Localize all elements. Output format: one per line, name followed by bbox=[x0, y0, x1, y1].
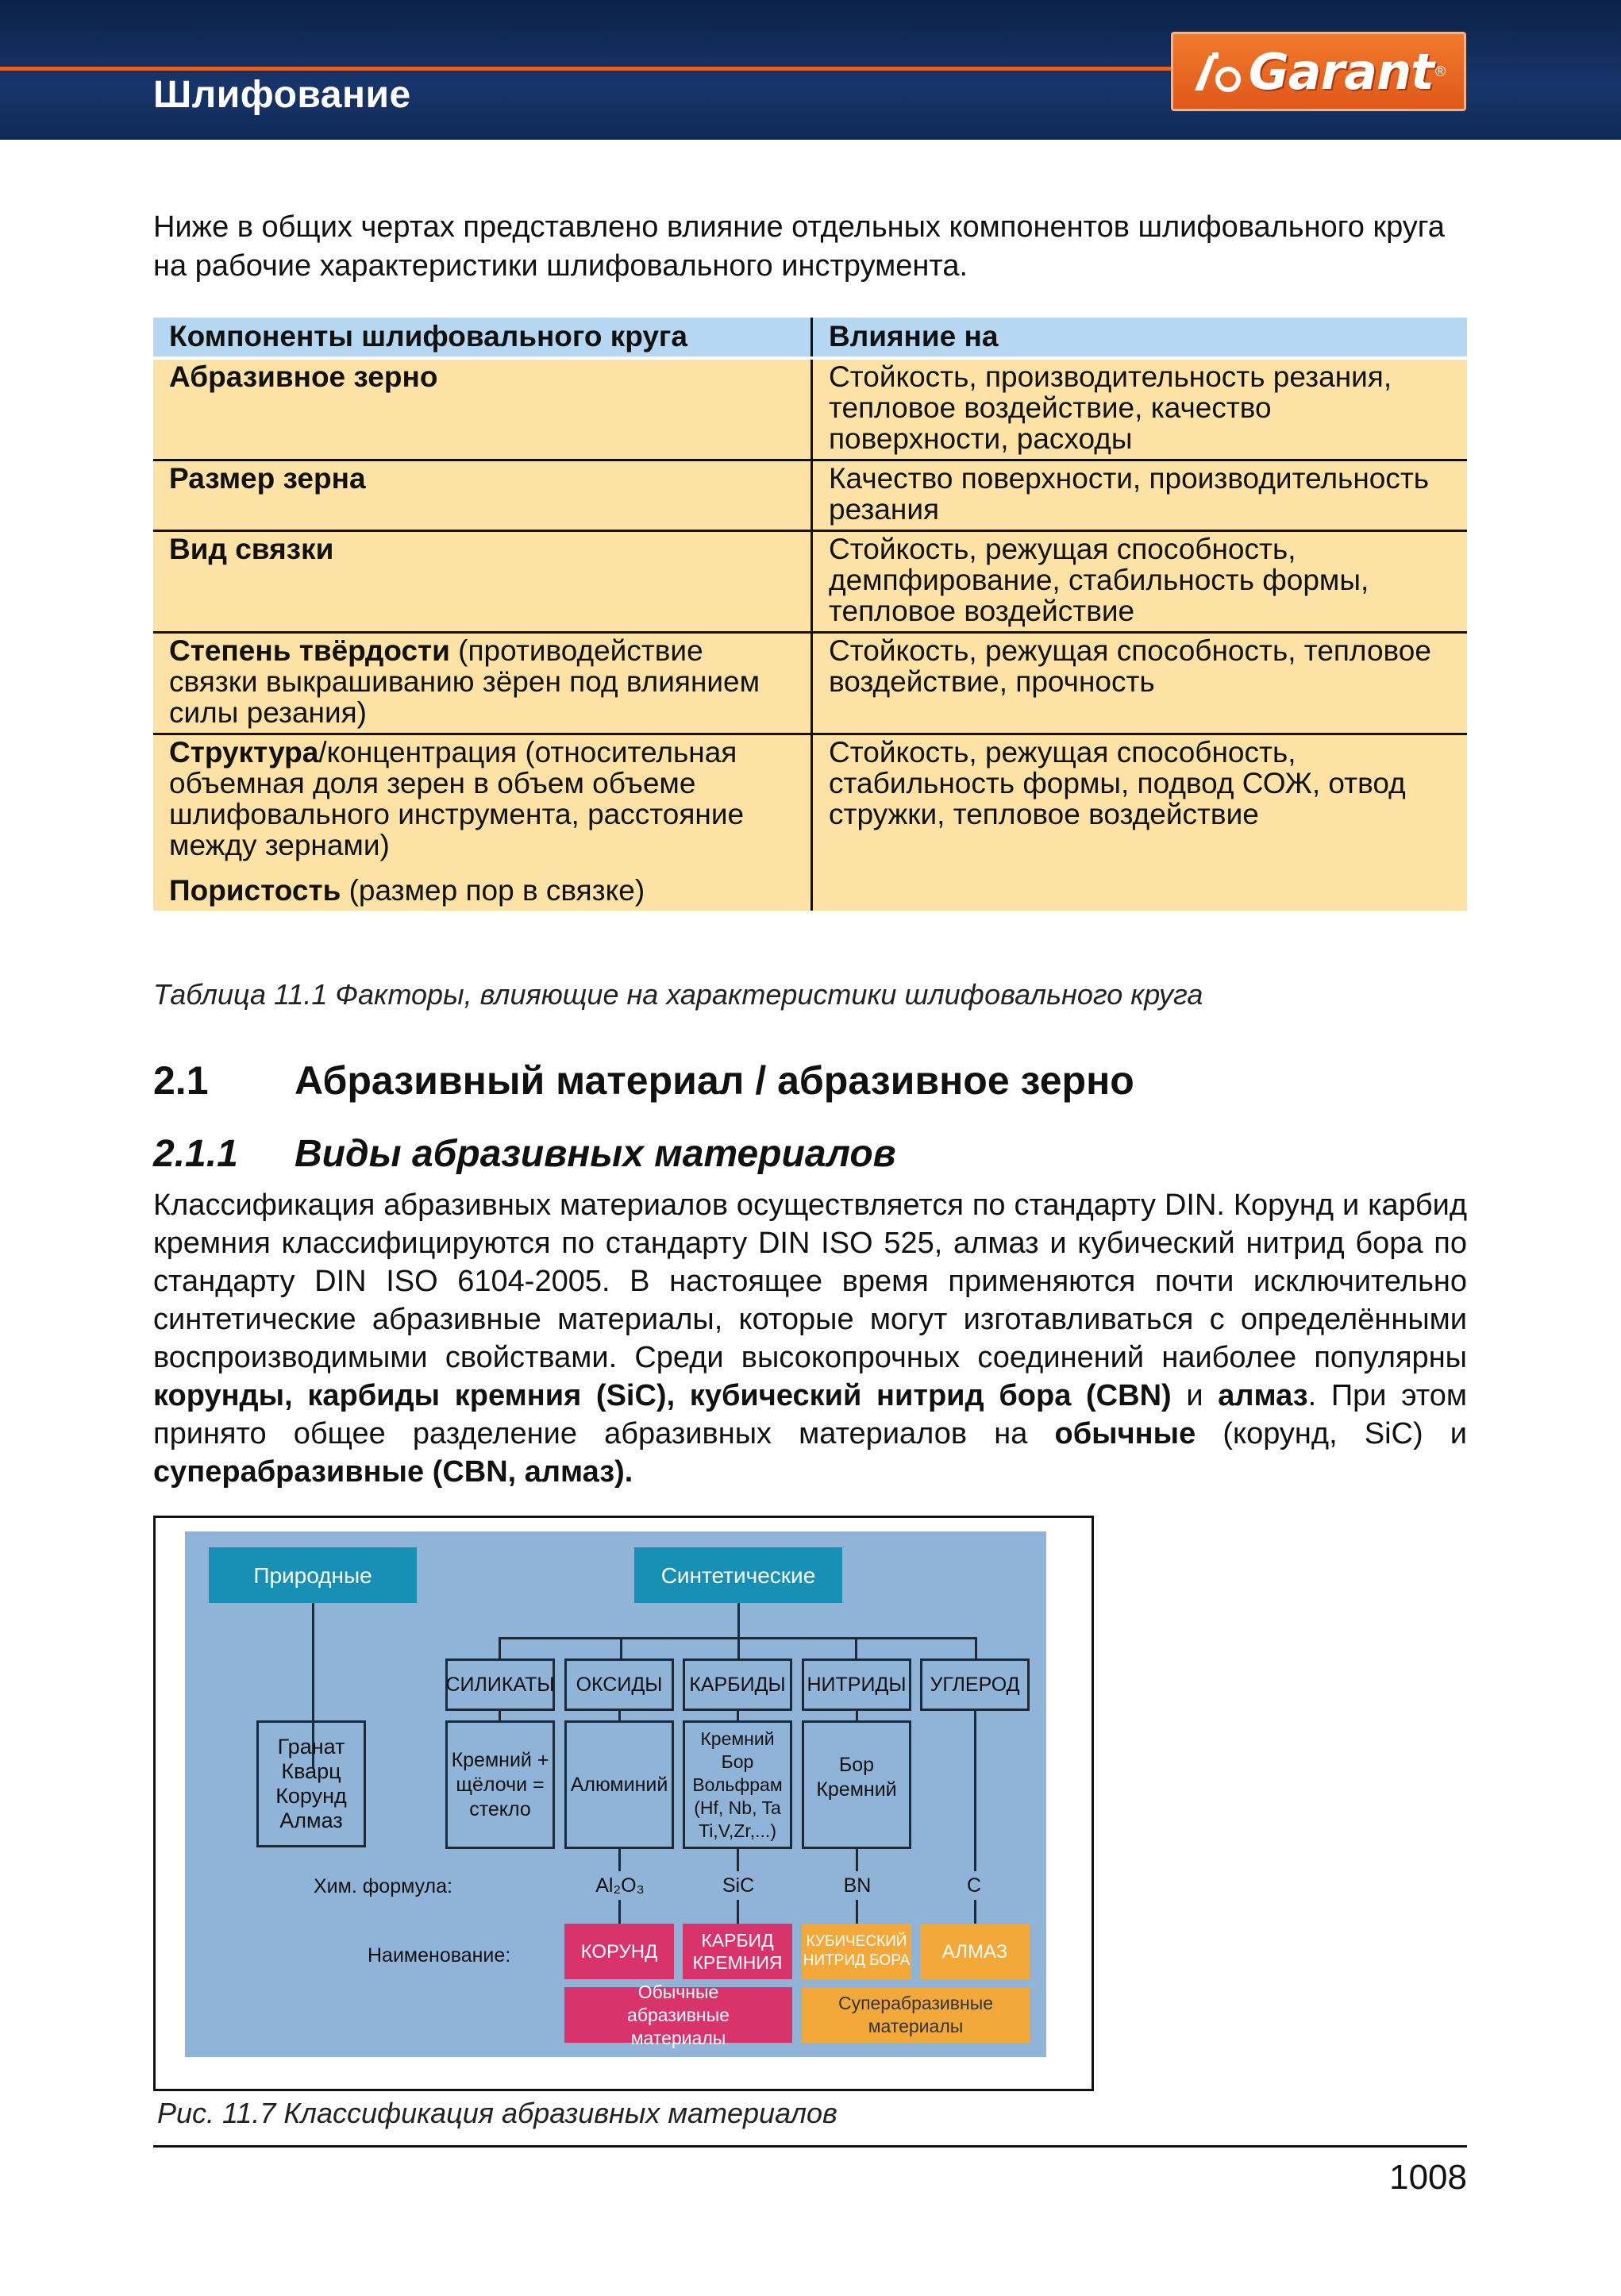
table-row bbox=[153, 460, 1467, 531]
table-caption: Таблица 11.1 Факторы, влияющие на характеристики шлифовального круга bbox=[153, 978, 1203, 1011]
table-header-effect: Влияние на bbox=[812, 318, 1468, 358]
footer-rule bbox=[153, 2145, 1467, 2148]
category-carbides: КАРБИДЫ bbox=[683, 1658, 792, 1711]
group-conventional: Обычные абразивные материалы bbox=[564, 1987, 792, 2043]
table-row bbox=[153, 633, 1467, 734]
subsection-heading: 2.1.1 Виды абразивных материалов bbox=[153, 1133, 896, 1175]
nitrides-desc-box: Бор Кремний bbox=[802, 1720, 911, 1849]
connector-line bbox=[975, 1637, 977, 1661]
connector-line bbox=[974, 1711, 976, 1955]
connector-line bbox=[618, 1711, 621, 1720]
table-cell-component: Абразивное зерно bbox=[153, 358, 812, 460]
table-cell-component: Вид связки bbox=[153, 531, 812, 633]
figure-caption: Рис. 11.7 Классификация абразивных материалов bbox=[157, 2097, 837, 2129]
intro-paragraph: Ниже в общих чертах представлено влияние отдельных компонентов шлифовального круга на рабочие характеристики шлифовального инструмента. bbox=[153, 210, 1445, 283]
table-cell-component: Степень твёрдости (противодействие связки выкрашиванию зёрен под влиянием силы резания) bbox=[153, 633, 812, 734]
table-cell-effect: Качество поверхности, производительность резания bbox=[812, 460, 1468, 531]
table-header-row bbox=[153, 318, 1467, 358]
connector-line bbox=[737, 1603, 740, 1639]
page-number: 1008 bbox=[1389, 2158, 1467, 2197]
category-carbon: УГЛЕРОД bbox=[920, 1658, 1030, 1711]
name-cubic-boron-nitride: КУБИЧЕСКИЙ НИТРИД БОРА bbox=[802, 1924, 911, 1979]
category-silicates: СИЛИКАТЫ bbox=[445, 1658, 555, 1711]
section-heading: 2.1 Абразивный материал / абразивное зерно bbox=[153, 1058, 1134, 1103]
logo-text: Garant bbox=[1248, 42, 1434, 101]
formula-label: Хим. формула: bbox=[314, 1875, 452, 1897]
table-cell-effect: Стойкость, режущая способность, стабильность формы, подвод СОЖ, отвод стружки, тепловое воздействие bbox=[812, 734, 1468, 911]
body-paragraph: Классификация абразивных материалов осуществляется по стандарту DIN. Корунд и карбид кремния классифицируются по стандарту DIN ISO 525, алмаз и кубический нитрид бора по стандарту DIN ISO 6104-2005. В настоящее время применяются почти исключительно синтетические абразивные материалы, которые могут изготавливаться с определёнными воспроизводимыми свойствами. Среди высокопрочных соединений наиболее популярны корунды, карбиды кремния (SiC), кубический нитрид бора (CBN) и алмаз. При этом принято общее разделение абразивных материалов на обычные (корунд, SiC) и суперабразивные (CBN, алмаз). bbox=[153, 1188, 1468, 1489]
table-cell-effect: Стойкость, режущая способность, тепловое воздействие, прочность bbox=[812, 633, 1468, 734]
garant-logo bbox=[1171, 32, 1466, 111]
name-silicon-carbide: КАРБИД КРЕМНИЯ bbox=[683, 1924, 792, 1979]
connector-line bbox=[620, 1637, 622, 1661]
connector-line bbox=[737, 1711, 739, 1720]
natural-list-box: Гранат Кварц Корунд Алмаз bbox=[256, 1720, 366, 1847]
table-row bbox=[153, 358, 1467, 460]
table-cell-component: Структура/концентрация (относительная объемная доля зерен в объем объеме шлифовального инструмента, расстояние между зернами) Пористость (размер пор в связке) bbox=[153, 734, 812, 911]
table-cell-effect: Стойкость, режущая способность, демпфирование, стабильность формы, тепловое воздействие bbox=[812, 531, 1468, 633]
table-header-components: Компоненты шлифовального круга bbox=[153, 318, 812, 358]
name-diamond: АЛМАЗ bbox=[920, 1924, 1030, 1979]
chapter-title: Шлифование bbox=[153, 74, 411, 116]
category-nitrides: НИТРИДЫ bbox=[802, 1658, 911, 1711]
table-row bbox=[153, 531, 1467, 633]
table-row bbox=[153, 734, 1467, 911]
connector-line bbox=[499, 1637, 501, 1661]
name-label: Наименование: bbox=[368, 1944, 511, 1967]
connector-line bbox=[737, 1637, 740, 1661]
natural-box: Природные bbox=[209, 1547, 417, 1603]
table-cell-effect: Стойкость, производительность резания, тепловое воздействие, качество поверхности, расходы bbox=[812, 358, 1468, 460]
formula-bn: BN bbox=[833, 1871, 882, 1900]
silicates-desc-box: Кремний + щёлочи = стекло bbox=[445, 1720, 555, 1849]
connector-line bbox=[499, 1711, 501, 1720]
header-accent-line bbox=[0, 67, 1171, 71]
formula-c: C bbox=[952, 1871, 996, 1900]
category-oxides: ОКСИДЫ bbox=[564, 1658, 674, 1711]
formula-sic: SiC bbox=[714, 1871, 763, 1900]
oxides-desc-box: Алюминий bbox=[564, 1720, 674, 1849]
table-cell-component: Размер зерна bbox=[153, 460, 812, 531]
name-corundum: КОРУНД bbox=[564, 1924, 674, 1979]
garant-logo-icon bbox=[1192, 49, 1242, 94]
logo-registered-mark: ® bbox=[1434, 63, 1446, 79]
classification-diagram bbox=[185, 1531, 1046, 2057]
formula-al2o3: Al₂O₃ bbox=[595, 1871, 645, 1900]
connector-line bbox=[855, 1637, 857, 1661]
factors-table bbox=[153, 318, 1467, 911]
carbides-desc-box: Кремний Бор Вольфрам (Hf, Nb, Ta Ti,V,Zr,...) bbox=[683, 1720, 792, 1849]
group-superabrasive: Суперабразивные материалы bbox=[802, 1987, 1030, 2043]
synthetic-box: Синтетические bbox=[634, 1547, 842, 1603]
connector-line bbox=[856, 1711, 858, 1720]
